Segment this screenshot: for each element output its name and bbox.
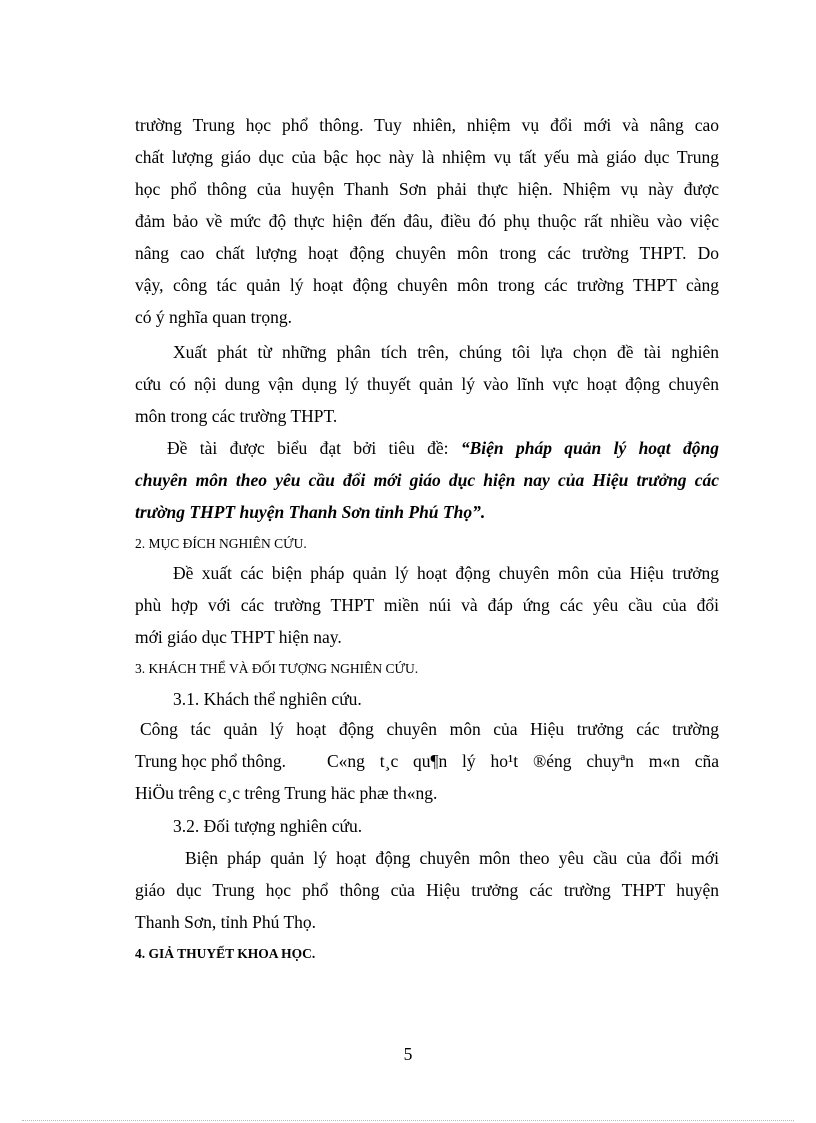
paragraph-line: chất lượng giáo dục của bậc học này là nhiệm vụ tất yếu mà giáo dục Trung [135,147,719,167]
section-heading: 3. KHÁCH THỂ VÀ ĐỐI TƯỢNG NGHIÊN CỨU. [135,661,419,676]
paragraph-line: cứu có nội dung vận dụng lý thuyết quản lý vào lĩnh vực hoạt động chuyên [135,374,719,394]
paragraph-line: đảm bảo về mức độ thực hiện đến đâu, điều đó phụ thuộc rất nhiều vào việc [135,211,719,231]
paragraph-line: Thanh Sơn, tỉnh Phú Thọ. [135,912,317,932]
paragraph-line: nâng cao chất lượng hoạt động chuyên môn trong các trường THPT. Do [135,243,719,263]
subsection-heading: 3.2. Đối tượng nghiên cứu. [173,816,363,836]
subsection-heading: 3.1. Khách thể nghiên cứu. [173,689,362,709]
paragraph-line: Biện pháp quản lý hoạt động chuyên môn theo yêu cầu của đổi mới [185,848,719,868]
paragraph-line: Đề xuất các biện pháp quản lý hoạt động chuyên môn của Hiệu trưởng [173,563,719,583]
paragraph-line: Công tác quản lý hoạt động chuyên môn của Hiệu trưởng các trường [140,719,719,739]
paragraph-line: mới giáo dục THPT hiện nay. [135,627,342,647]
paragraph-line: học phổ thông của huyện Thanh Sơn phải thực hiện. Nhiệm vụ này được [135,179,719,199]
paragraph-line: Xuất phát từ những phân tích trên, chúng tôi lựa chọn đề tài nghiên [173,342,719,362]
topic-lead: Đề tài được biểu đạt bởi tiêu đề: [167,438,461,458]
topic-title-line: trường THPT huyện Thanh Sơn tỉnh Phú Thọ”. [135,502,486,522]
paragraph-line: có ý nghĩa quan trọng. [135,307,292,327]
paragraph-line: vậy, công tác quản lý hoạt động chuyên môn trong các trường THPT càng [135,275,719,295]
page-number: 5 [403,1044,413,1064]
topic-title-line: chuyên môn theo yêu cầu đổi mới giáo dục hiện nay của Hiệu trưởng các [135,470,719,490]
paragraph-line [135,745,719,777]
section-heading: 2. MỤC ĐÍCH NGHIÊN CỨU. [135,536,307,551]
paragraph-line: trường Trung học phổ thông. Tuy nhiên, nhiệm vụ đổi mới và nâng cao [135,115,719,135]
garbled-text: C«ng t¸c qu¶n lý ho¹t ®éng chuyªn m«n cña [327,751,719,771]
paragraph-text: Trung học phổ thông. [135,751,287,771]
topic-title-line [167,432,719,464]
paragraph-line: giáo dục Trung học phổ thông của Hiệu trưởng các trường THPT huyện [135,880,719,900]
section-heading: 4. GIẢ THUYẾT KHOA HỌC. [135,946,316,961]
paragraph-line: môn trong các trường THPT. [135,406,338,426]
garbled-text: HiÖu trêng c¸c trêng Trung häc phæ th«ng. [135,783,438,803]
topic-title: “Biện pháp quản lý hoạt động [460,438,719,458]
page-divider [22,1120,794,1121]
paragraph-line: phù hợp với các trường THPT miền núi và đáp ứng các yêu cầu của đổi [135,595,719,615]
